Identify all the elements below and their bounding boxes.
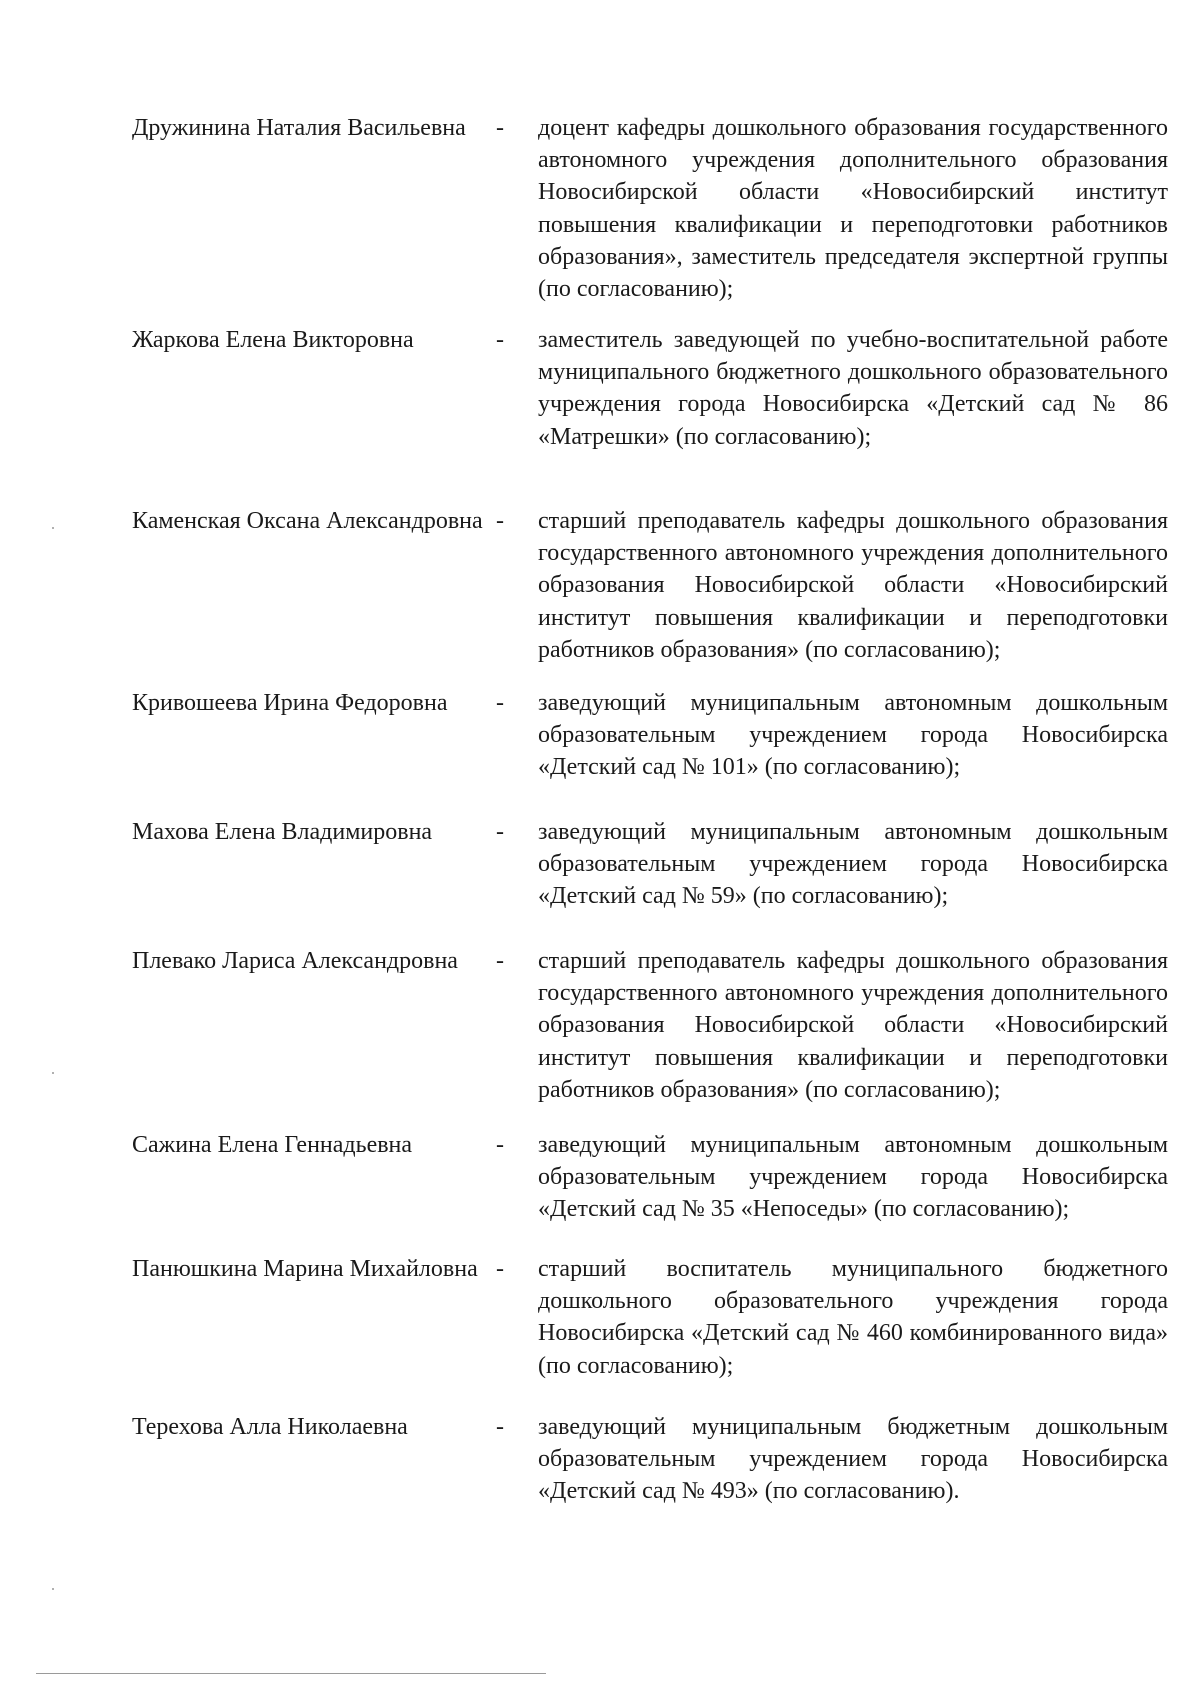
member-dash: - (496, 508, 504, 534)
member-name: Плевако Лариса Александровна (132, 948, 458, 974)
member-role: доцент кафедры дошкольного образования государственного автономного учреждения дополнительного образования Новосибирской области «Новосибирский институт повышения квалификации и переподготовки работников образования», заместитель председателя экспертной группы (по согласованию); (538, 115, 1168, 303)
member-row (132, 1411, 1168, 1539)
member-name: Дружинина Наталия Васильевна (132, 115, 466, 141)
member-role: заведующий муниципальным автономным дошкольным образовательным учреждением города Новосибирска «Детский сад № 35 «Непоседы» (по согласованию); (538, 1132, 1168, 1223)
member-row (132, 324, 1168, 505)
member-name: Терехова Алла Николаевна (132, 1414, 408, 1440)
member-role: заведующий муниципальным автономным дошкольным образовательным учреждением города Новосибирска «Детский сад № 59» (по согласованию); (538, 819, 1168, 910)
member-row (132, 945, 1168, 1129)
member-dash: - (496, 948, 504, 974)
scan-edge-line (36, 1673, 546, 1674)
member-name: Панюшкина Марина Михайловна (132, 1256, 478, 1282)
member-dash: - (496, 819, 504, 845)
scan-speck (52, 1072, 54, 1074)
scan-speck (52, 1588, 54, 1590)
scan-speck (52, 527, 54, 529)
member-dash: - (496, 1414, 504, 1440)
member-name: Каменская Оксана Александровна (132, 508, 483, 534)
member-name: Жаркова Елена Викторовна (132, 327, 414, 353)
member-role: старший преподаватель кафедры дошкольного образования государственного автономного учреждения дополнительного образования Новосибирской области «Новосибирский институт повышения квалификации и переподготовки работников образования» (по согласованию); (538, 508, 1168, 663)
member-name: Сажина Елена Геннадьевна (132, 1132, 413, 1158)
member-row (132, 816, 1168, 945)
member-row (132, 505, 1168, 687)
member-name: Кривошеева Ирина Федоровна (132, 690, 448, 716)
member-row (132, 112, 1168, 324)
member-role: старший преподаватель кафедры дошкольного образования государственного автономного учреждения дополнительного образования Новосибирской области «Новосибирский институт повышения квалификации и переподготовки работников образования» (по согласованию); (538, 948, 1168, 1103)
member-dash: - (496, 690, 504, 716)
member-role: заведующий муниципальным бюджетным дошкольным образовательным учреждением города Новосибирска «Детский сад № 493» (по согласованию). (538, 1414, 1168, 1505)
member-name: Махова Елена Владимировна (132, 819, 433, 845)
member-row (132, 1129, 1168, 1253)
member-role: заведующий муниципальным автономным дошкольным образовательным учреждением города Новосибирска «Детский сад № 101» (по согласованию); (538, 690, 1168, 781)
member-role: заместитель заведующей по учебно-воспитательной работе муниципального бюджетного дошкольного образовательного учреждения города Новосибирска «Детский сад № 86 «Матрешки» (по согласованию); (538, 327, 1168, 450)
member-role: старший воспитатель муниципального бюджетного дошкольного образовательного учреждения города Новосибирска «Детский сад № 460 комбинированного вида» (по согласованию); (538, 1256, 1168, 1379)
member-dash: - (496, 1256, 504, 1282)
member-row (132, 687, 1168, 816)
expert-group-members-list (132, 112, 1168, 1539)
member-dash: - (496, 1132, 504, 1158)
member-dash: - (496, 115, 504, 141)
member-row (132, 1253, 1168, 1411)
member-dash: - (496, 327, 504, 353)
